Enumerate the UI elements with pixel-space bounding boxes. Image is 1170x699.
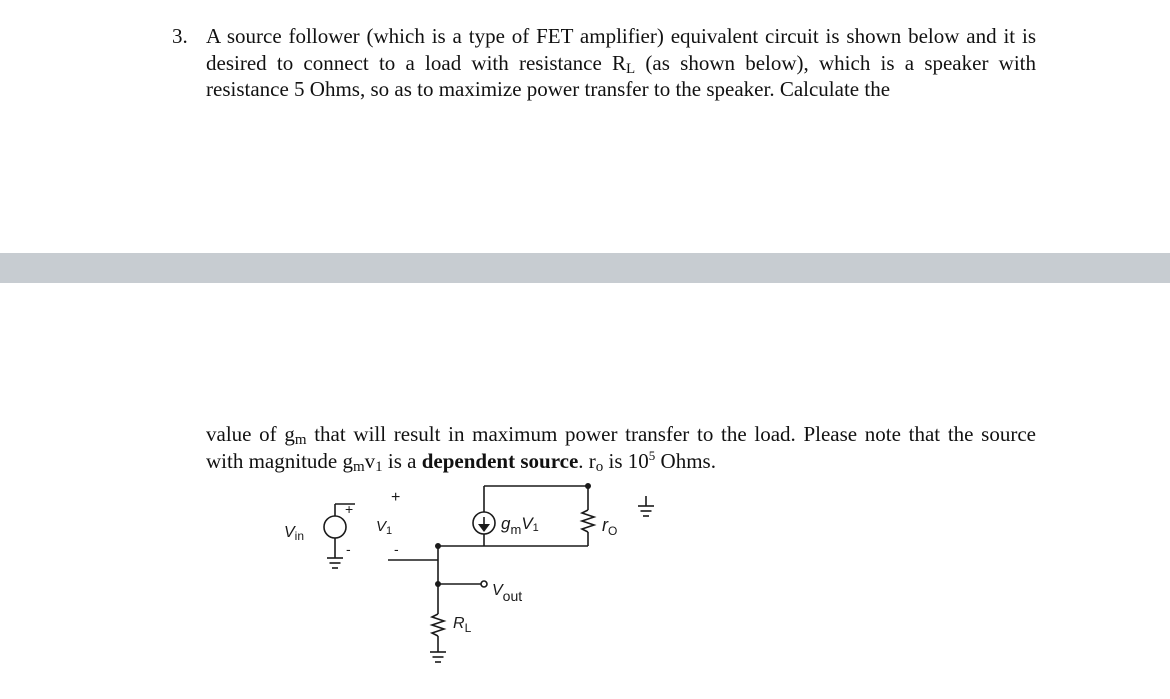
vin-minus-sign: - [346, 541, 351, 557]
v1-label: $V_1$ [376, 518, 393, 537]
p2-text-5: . r [578, 448, 596, 473]
down-arrow-icon [478, 524, 490, 532]
p1-text-2: (as shown below), which is a speaker with resistance 5 Ohms, so as to maximize power transfer to the speaker. Calculate the [206, 50, 1037, 101]
v1-minus-sign: - [394, 541, 399, 557]
question-paragraph-1 [206, 23, 1036, 103]
v1-plus-sign: + [391, 489, 401, 506]
rl-label: $R_L$ [453, 615, 472, 635]
gm-v1-label: $g_mV1$ [501, 514, 539, 537]
source-follower-circuit-diagram [270, 476, 690, 676]
page-break-band [0, 253, 1170, 283]
rl-resistor-symbol [432, 614, 444, 636]
vout-label: Vout [492, 582, 523, 604]
p2-text-3: v [364, 448, 376, 473]
question-paragraph-2 [206, 421, 1036, 474]
source-node-dot [435, 543, 441, 549]
vin-label: Vin [284, 524, 305, 543]
p1-text-1: A source follower (which is a type of FET amplifier) equivalent circuit is shown below and it is desired to connect to a load with resistance R [206, 24, 1036, 75]
p2-sup-5: 5 [648, 447, 656, 463]
p1-sub-l: L [626, 60, 636, 77]
p2-sub-o: o [595, 458, 604, 475]
ground-icon [638, 506, 654, 516]
question-number: 3. [172, 24, 188, 48]
ground-icon [327, 558, 343, 568]
p2-sub-m2: m [352, 458, 365, 475]
ro-resistor-symbol [582, 510, 594, 532]
ground-icon [430, 652, 446, 662]
p2-text-6: is 10 [603, 448, 649, 473]
output-node-dot [435, 581, 441, 587]
p2-text-2: that will result in maximum power transfer to the load. Please note that the source with magnitude g [206, 422, 1036, 473]
vin-source-symbol [324, 516, 346, 538]
p2-text-4: is a [382, 448, 422, 473]
p2-sub-1: 1 [375, 458, 383, 475]
p2-text-7: Ohms. [655, 448, 716, 473]
p2-text-1: value of g [206, 422, 295, 446]
p2-sub-m: m [294, 432, 307, 448]
ro-label: $r_O$ [602, 515, 618, 538]
top-rail-dot [585, 483, 591, 489]
p2-bold-dependent-source: dependent source [421, 448, 579, 473]
vin-plus-sign: + [345, 501, 354, 517]
vout-terminal [481, 581, 487, 587]
